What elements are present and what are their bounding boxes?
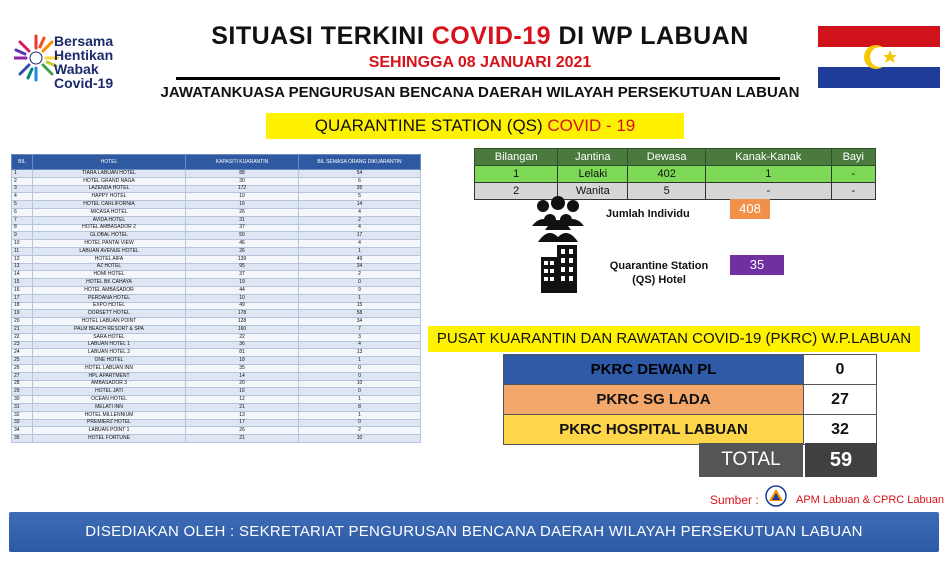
table-row [12,263,421,271]
cell: 5 [12,201,33,209]
cell: 5 [299,193,421,201]
cell: 37 [186,271,299,279]
cell: 3 [12,185,33,193]
table-row [12,240,421,248]
cell: 10 [12,240,33,248]
total-value: 59 [805,443,877,477]
cell: 34 [299,318,421,326]
people-group-icon [528,196,588,242]
gender-breakdown-table [474,148,876,200]
cell: 35 [186,364,299,372]
cell: 1 [475,166,558,183]
cell: 30 [12,396,33,404]
cell: GLOBAL HOTEL [33,232,186,240]
labuan-flag-icon [818,26,940,88]
cell: 16 [12,286,33,294]
cell: SARA HOTEL [33,333,186,341]
cell: 31 [12,403,33,411]
pkrc-table [503,354,877,445]
cell: 33 [12,419,33,427]
table-row [12,177,421,185]
cell: HOTEL LABUAN INN [33,364,186,372]
table-row [12,294,421,302]
cell: HOTEL BK CAHAYA [33,279,186,287]
cell: 49 [299,255,421,263]
cell: 178 [186,310,299,318]
cell: 17 [186,419,299,427]
logo-line-3: Wabak [54,61,99,77]
cell: 2 [475,183,558,200]
cell: 22 [186,333,299,341]
cell: 15 [12,279,33,287]
cell: 26 [186,208,299,216]
source-label: Sumber : [710,493,759,507]
cell: HOTEL MILLENNIUM [33,411,186,419]
cell: 50 [186,232,299,240]
table-row [12,208,421,216]
table-row [12,255,421,263]
cell: HOTEL JATI [33,388,186,396]
cell: HPL APARTMENT [33,372,186,380]
cell: 13 [299,349,421,357]
cell: 28 [12,380,33,388]
table-row [12,271,421,279]
table-row [12,247,421,255]
cell: 18 [12,302,33,310]
cell: 31 [186,216,299,224]
cell: EXPO HOTEL [33,302,186,310]
cell: 15 [299,302,421,310]
cell: 24 [12,349,33,357]
cell: AMBASADOR 3 [33,380,186,388]
cell: 2 [299,271,421,279]
cell: 32 [12,411,33,419]
hotel-table-header [12,155,421,170]
col-kapasiti: KAPASITI KUARANTIN [186,155,299,170]
cell: HOTEL PANTAI VIEW [33,240,186,248]
jumlah-individu-label: Jumlah Individu [606,208,690,220]
cell: LABUAN HOTEL 2 [33,349,186,357]
table-row [12,325,421,333]
table-row [12,201,421,209]
cell: AZ HOTEL [33,263,186,271]
pkrc-row [504,385,877,415]
hotel-quarantine-table [11,154,421,443]
cell: 81 [186,349,299,357]
cell: HOTEL FORTUNE [33,435,186,443]
cell: 25 [12,357,33,365]
pkrc-name: PKRC HOSPITAL LABUAN [504,415,804,445]
cell: 23 [12,341,33,349]
pkrc-value: 27 [804,385,877,415]
pkrc-banner: PUSAT KUARANTIN DAN RAWATAN COVID-19 (PKRC) W.P.LABUAN [428,326,920,352]
cell: 2 [299,216,421,224]
cell: PREMIERZ HOTEL [33,419,186,427]
pkrc-value: 32 [804,415,877,445]
qs-hotel-label-line-1: Quarantine Station [609,260,709,272]
table-row [12,318,421,326]
cell: 29 [12,388,33,396]
title-suffix: DI WP LABUAN [551,22,749,50]
cell: 58 [299,310,421,318]
page-subtitle: SEHINGGA 08 JANUARI 2021 [368,54,592,71]
cell: 10 [299,435,421,443]
cell: HOTEL AIFA [33,255,186,263]
cell: - [706,183,832,200]
cell: PALM BEACH RESORT & SPA [33,325,186,333]
cell: 1 [299,294,421,302]
cell: 9 [12,232,33,240]
cell: 128 [186,318,299,326]
table-row [12,216,421,224]
cell: 13 [186,411,299,419]
cell: LABUAN HOTEL 1 [33,341,186,349]
cell: 2 [12,177,33,185]
table-row [12,333,421,341]
logo-line-2: Hentikan [54,47,114,63]
cell: 5 [628,183,706,200]
cell: 4 [299,224,421,232]
cell: 1 [299,396,421,404]
cell: 20 [12,318,33,326]
total-label: TOTAL [699,443,803,477]
cell: 37 [186,224,299,232]
cell: 14 [299,201,421,209]
table-row [475,166,876,183]
cell: 8 [12,224,33,232]
cell: 0 [299,279,421,287]
logo-text [54,34,113,90]
cell: 14 [12,271,33,279]
cell: ONE HOTEL [33,357,186,365]
cell: 1 [299,411,421,419]
cell: HOTEL GRAND NAGA [33,177,186,185]
cell: 18 [186,357,299,365]
cell: 26 [12,364,33,372]
cell: 34 [299,263,421,271]
cell: 95 [186,263,299,271]
cell: TIARA LABUAN HOTEL [33,170,186,178]
cell: 44 [186,286,299,294]
cell: 4 [299,240,421,248]
cell: 12 [12,255,33,263]
footer-banner: DISEDIAKAN OLEH : SEKRETARIAT PENGURUSAN BENCANA DAERAH WILAYAH PERSEKUTUAN LABUAN [9,512,939,552]
cell: - [831,166,875,183]
table-row [12,302,421,310]
table-row [12,279,421,287]
cell: 6 [12,208,33,216]
cell: 14 [186,372,299,380]
cell: 7 [12,216,33,224]
cell: HOTEL CARLIFORNIA [33,201,186,209]
cell: 21 [186,403,299,411]
cell: 1 [12,170,33,178]
cell: 402 [628,166,706,183]
cell: 0 [299,372,421,380]
cell: 4 [299,341,421,349]
cell: 4 [12,193,33,201]
cell: 30 [186,177,299,185]
table-row [12,419,421,427]
cell: MELATI INN [33,403,186,411]
cell: 10 [186,294,299,302]
col-dewasa: Dewasa [628,149,706,166]
cell: 9 [299,286,421,294]
col-kanak-kanak: Kanak-Kanak [706,149,832,166]
cell: Wanita [558,183,628,200]
table-row [12,349,421,357]
cell: 21 [12,325,33,333]
cell: 8 [299,403,421,411]
table-row [12,364,421,372]
cell: 34 [12,427,33,435]
cell: 16 [186,201,299,209]
cell: OCEAN HOTEL [33,396,186,404]
cell: 17 [12,294,33,302]
table-row [12,411,421,419]
cell: LAZENDA HOTEL [33,185,186,193]
cell: HOMI HOTEL [33,271,186,279]
col-bil-semasa: BIL SEMASA ORANG DIKUARANTIN [299,155,421,170]
cell: 26 [186,247,299,255]
pkrc-name: PKRC DEWAN PL [504,355,804,385]
col-jantina: Jantina [558,149,628,166]
table-row [12,185,421,193]
cell: HOTEL AMBASADOR 2 [33,224,186,232]
cell: LABUAN POINT 1 [33,427,186,435]
cell: 13 [12,263,33,271]
cell: 10 [186,193,299,201]
qs-banner-prefix: QUARANTINE STATION (QS) [314,116,548,135]
table-row [12,427,421,435]
cell: - [831,183,875,200]
qs-hotel-label [594,259,724,287]
table-row [12,435,421,443]
apm-emblem-icon [765,485,787,507]
cell: 16 [186,388,299,396]
qs-banner-highlight: COVID - 19 [547,116,636,135]
logo-line-4: Covid-19 [54,75,114,91]
table-row [12,232,421,240]
cell: 21 [186,435,299,443]
col-hotel: HOTEL [33,155,186,170]
cell: 160 [186,325,299,333]
title-highlight: COVID-19 [431,22,552,50]
cell: 6 [299,177,421,185]
cell: 54 [299,170,421,178]
pkrc-value: 0 [804,355,877,385]
cell: 172 [186,185,299,193]
cell: AVIDA HOTEL [33,216,186,224]
cell: 2 [299,427,421,435]
cell: 11 [12,247,33,255]
cell: 0 [299,388,421,396]
cell: 3 [299,333,421,341]
cell: 88 [186,170,299,178]
quarantine-station-banner [266,113,684,139]
cell: 17 [299,232,421,240]
cell: 139 [186,255,299,263]
qs-hotel-value: 35 [730,255,784,275]
qs-hotel-label-line-2: (QS) Hotel [632,274,686,286]
table-row [12,357,421,365]
table-row [12,170,421,178]
table-row [12,388,421,396]
pkrc-row [504,355,877,385]
table-row [12,396,421,404]
hotel-table-body [12,170,421,443]
cell: 4 [299,208,421,216]
cell: Lelaki [558,166,628,183]
cell: 1 [299,357,421,365]
table-row [12,286,421,294]
cell: HOTEL AMBASADOR [33,286,186,294]
cell: HOTEL LABUAN POINT [33,318,186,326]
cell: 27 [12,372,33,380]
cell: 19 [12,310,33,318]
table-row [12,403,421,411]
committee-heading: JAWATANKUASA PENGURUSAN BENCANA DAERAH WILAYAH PERSEKUTUAN LABUAN [160,84,800,101]
cell: DORSETT HOTEL [33,310,186,318]
cell: 1 [706,166,832,183]
cell: MICASA HOTEL [33,208,186,216]
cell: 35 [12,435,33,443]
page-title [160,22,800,51]
cell: 1 [299,247,421,255]
pkrc-row [504,415,877,445]
cell: 10 [299,380,421,388]
cell: LABUAN AVENUE HOTEL [33,247,186,255]
table-row [12,193,421,201]
table-row [12,380,421,388]
cell: 22 [12,333,33,341]
cell: 7 [299,325,421,333]
table-row [12,341,421,349]
cell: 49 [186,302,299,310]
cell: HAPPY HOTEL [33,193,186,201]
title-prefix: SITUASI TERKINI [211,22,432,50]
cell: 26 [186,427,299,435]
cell: 0 [299,419,421,427]
pkrc-name: PKRC SG LADA [504,385,804,415]
cell: 36 [186,341,299,349]
logo-line-1: Bersama [54,33,114,49]
cell: 19 [186,279,299,287]
title-divider [176,77,780,80]
col-bil: BIL [12,155,33,170]
hotel-building-icon [539,243,579,293]
cell: 20 [186,380,299,388]
cell: PERDANA HOTEL [33,294,186,302]
col-bilangan: Bilangan [475,149,558,166]
source-value: APM Labuan & CPRC Labuan [796,494,944,506]
col-bayi: Bayi [831,149,875,166]
cell: 12 [186,396,299,404]
cell: 0 [299,364,421,372]
cell: 46 [186,240,299,248]
table-row [12,372,421,380]
cell: 35 [299,185,421,193]
table-row [12,224,421,232]
table-row [12,310,421,318]
jumlah-individu-value: 408 [730,199,770,219]
